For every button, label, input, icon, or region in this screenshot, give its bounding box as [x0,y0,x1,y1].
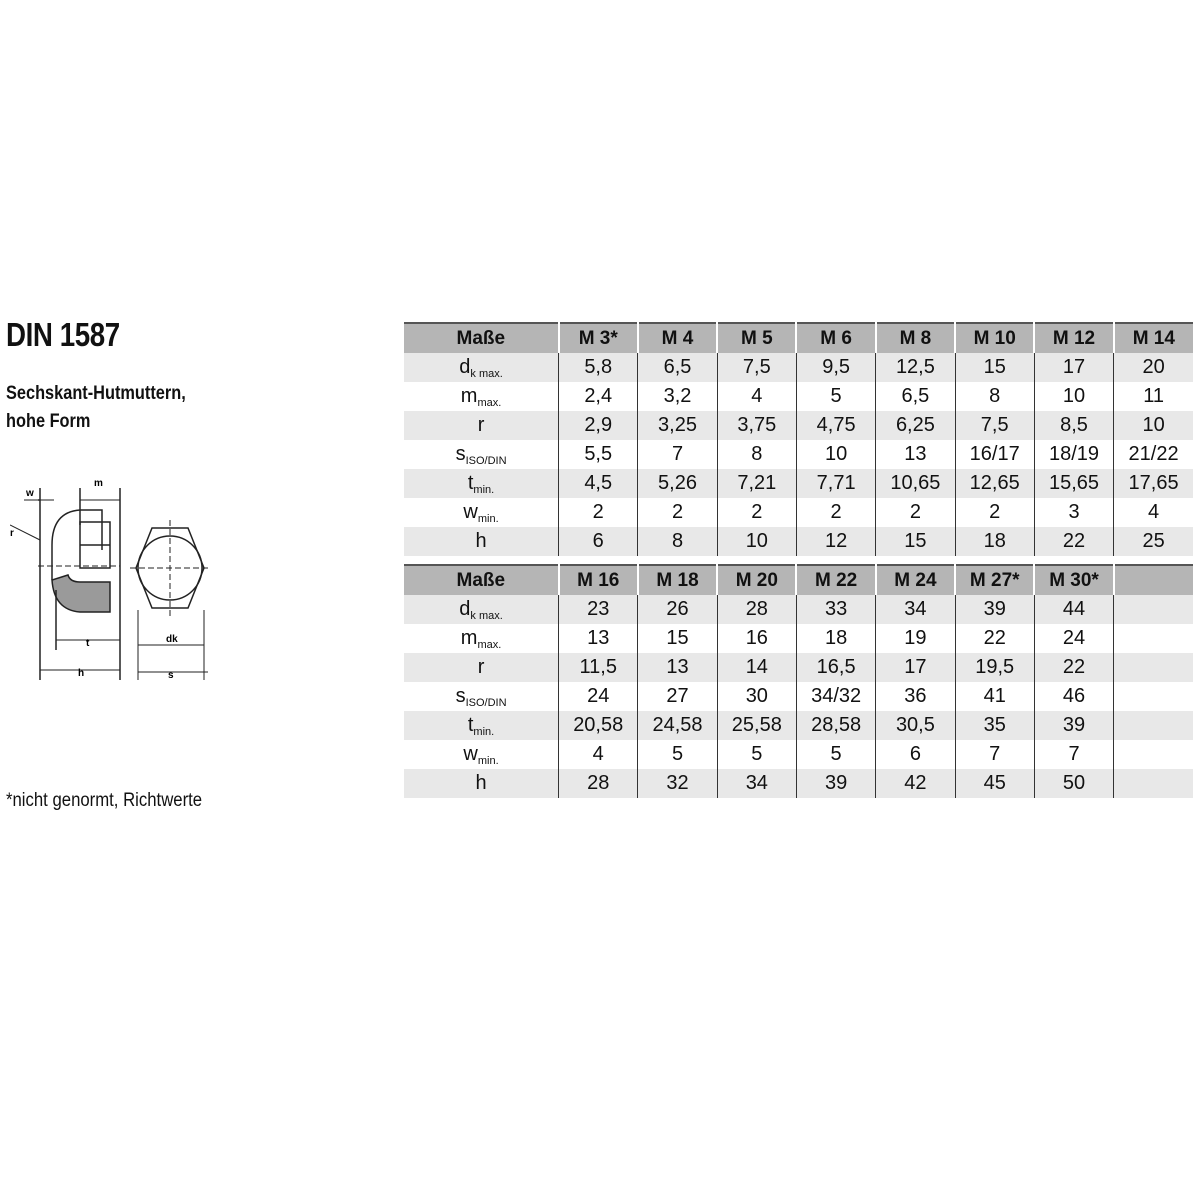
table-cell: 25,58 [717,711,796,740]
table-cell [1114,711,1193,740]
table-cell: 24,58 [638,711,717,740]
table-cell: 28 [559,769,638,798]
table-cell: 22 [1034,653,1113,682]
header-label: Maße [404,565,559,595]
side-view [10,488,120,680]
table-cell: 17,65 [1114,469,1193,498]
table-cell [1114,595,1193,624]
table-cell: 34/32 [796,682,875,711]
table-cell: 5 [717,740,796,769]
table-row [404,682,1193,711]
header-size: M 20 [717,565,796,595]
table-cell: 26 [638,595,717,624]
table-cell: 12 [796,527,875,556]
table-cell: 19 [876,624,955,653]
table-cell: 12,5 [876,353,955,382]
table-cell [1114,740,1193,769]
table-cell: 39 [955,595,1034,624]
table-cell: 17 [1034,353,1113,382]
table-cell: 34 [717,769,796,798]
table-cell: 8 [717,440,796,469]
table-cell: 15,65 [1034,469,1113,498]
table-header-row [404,323,1193,353]
header-size: M 14 [1114,323,1193,353]
table-cell: 35 [955,711,1034,740]
label-s: s [168,670,174,681]
footnote: *nicht genormt, Richtwerte [6,790,203,811]
table-cell: 3,2 [638,382,717,411]
table-cell: 34 [876,595,955,624]
table-cell: 4 [717,382,796,411]
table-cell: 16 [717,624,796,653]
table-cell: 13 [876,440,955,469]
table-cell: 4,75 [796,411,875,440]
table-cell: 5,8 [559,353,638,382]
table-cell: 24 [1034,624,1113,653]
row-subscript: k max. [470,367,503,380]
table-cell: 2,9 [559,411,638,440]
header-size: M 6 [796,323,875,353]
row-symbol: r [477,656,485,678]
table-cell: 28,58 [796,711,875,740]
label-dk: dk [166,634,178,645]
table-cell [1114,682,1193,711]
table-cell: 28 [717,595,796,624]
table-cell: 32 [638,769,717,798]
row-symbol: h [475,772,487,794]
row-subscript: ISO/DIN [465,696,507,709]
table-cell: 3,25 [638,411,717,440]
table-cell: 3,75 [717,411,796,440]
row-symbol: h [475,530,487,552]
row-symbol: m [460,626,478,649]
header-size: M 4 [638,323,717,353]
table-cell: 4 [559,740,638,769]
table-cell: 8,5 [1034,411,1113,440]
row-subscript: max. [477,396,502,409]
dimension-table-2 [404,564,1193,798]
cap-nut-technical-drawing [10,470,220,685]
table-cell: 7 [638,440,717,469]
header-size: M 24 [876,565,955,595]
table-cell: 22 [1034,527,1113,556]
header-size: M 5 [717,323,796,353]
table-cell: 46 [1034,682,1113,711]
table-cell: 8 [955,382,1034,411]
table-cell: 13 [559,624,638,653]
row-subscript: min. [477,512,499,525]
row-label [404,595,559,624]
table-cell: 42 [876,769,955,798]
row-subscript: ISO/DIN [465,454,507,467]
table-row [404,653,1193,682]
table-row [404,411,1193,440]
table-cell: 5,26 [638,469,717,498]
label-t: t [86,638,90,649]
table-cell: 33 [796,595,875,624]
header-size [1114,565,1193,595]
table-cell: 22 [955,624,1034,653]
table-cell [1114,769,1193,798]
row-symbol: m [460,384,478,407]
table-cell: 2 [796,498,875,527]
table-cell: 17 [876,653,955,682]
table-cell: 7,5 [717,353,796,382]
table-cell [1114,624,1193,653]
table-cell: 9,5 [796,353,875,382]
table-row [404,769,1193,798]
table-cell: 6,5 [876,382,955,411]
table-cell: 10,65 [876,469,955,498]
table-row [404,440,1193,469]
label-w: w [26,488,34,499]
table-cell: 7,5 [955,411,1034,440]
table-cell: 11,5 [559,653,638,682]
table-row [404,353,1193,382]
table-cell: 7,21 [717,469,796,498]
row-symbol: w [463,742,478,765]
table-cell: 15 [876,527,955,556]
table-cell: 6,25 [876,411,955,440]
table-cell: 41 [955,682,1034,711]
row-label [404,769,559,798]
table-cell: 39 [796,769,875,798]
table-cell: 2 [559,498,638,527]
table-cell [1114,653,1193,682]
table-row [404,595,1193,624]
table-cell: 11 [1114,382,1193,411]
table-cell: 30,5 [876,711,955,740]
table-cell: 3 [1034,498,1113,527]
table-cell: 23 [559,595,638,624]
table-cell: 45 [955,769,1034,798]
table-cell: 19,5 [955,653,1034,682]
row-label [404,682,559,711]
table-cell: 50 [1034,769,1113,798]
table-cell: 5,5 [559,440,638,469]
table-row [404,498,1193,527]
header-size: M 30* [1034,565,1113,595]
table-cell: 30 [717,682,796,711]
table-cell: 16/17 [955,440,1034,469]
header-size: M 10 [955,323,1034,353]
table-cell: 2,4 [559,382,638,411]
table-cell: 15 [955,353,1034,382]
table-cell: 16,5 [796,653,875,682]
table-cell: 13 [638,653,717,682]
table-cell: 21/22 [1114,440,1193,469]
table-cell: 2 [717,498,796,527]
table-cell: 2 [876,498,955,527]
table-cell: 4,5 [559,469,638,498]
table-cell: 4 [1114,498,1193,527]
label-r: r [10,528,14,539]
row-label [404,469,559,498]
row-label [404,527,559,556]
row-label [404,411,559,440]
row-symbol: d [459,355,471,378]
table-cell: 6,5 [638,353,717,382]
table-cell: 10 [717,527,796,556]
table-cell: 44 [1034,595,1113,624]
label-m: m [94,478,103,489]
table-cell: 27 [638,682,717,711]
table-cell: 20,58 [559,711,638,740]
row-subscript: min. [477,754,499,767]
row-symbol: w [463,500,478,523]
table-cell: 39 [1034,711,1113,740]
table-cell: 14 [717,653,796,682]
label-h: h [78,668,85,679]
row-symbol: s [455,684,466,707]
subtitle-line-1: Sechskant-Hutmuttern, [6,383,186,404]
row-subscript: k max. [470,609,503,622]
header-size: M 12 [1034,323,1113,353]
row-subscript: max. [477,638,502,651]
row-subscript: min. [473,725,495,738]
header-label: Maße [404,323,559,353]
table-cell: 7 [1034,740,1113,769]
page-title: DIN 1587 [6,316,120,353]
table-cell: 18/19 [1034,440,1113,469]
row-label [404,440,559,469]
header-size: M 8 [876,323,955,353]
table-cell: 7,71 [796,469,875,498]
table-cell: 2 [638,498,717,527]
header-size: M 16 [559,565,638,595]
table-cell: 10 [1034,382,1113,411]
row-symbol: t [467,471,474,494]
table-cell: 2 [955,498,1034,527]
row-symbol: t [467,713,474,736]
table-cell: 6 [559,527,638,556]
header-size: M 3* [559,323,638,353]
table-row [404,382,1193,411]
table-cell: 18 [955,527,1034,556]
table-row [404,469,1193,498]
row-label [404,711,559,740]
header-size: M 22 [796,565,875,595]
header-size: M 27* [955,565,1034,595]
table-row [404,740,1193,769]
table-cell: 25 [1114,527,1193,556]
row-label [404,353,559,382]
table-cell: 10 [796,440,875,469]
row-label [404,740,559,769]
table-header-row [404,565,1193,595]
table-cell: 5 [638,740,717,769]
table-cell: 15 [638,624,717,653]
table-cell: 24 [559,682,638,711]
header-size: M 18 [638,565,717,595]
subtitle-line-2: hohe Form [6,411,91,432]
row-label [404,382,559,411]
table-cell: 7 [955,740,1034,769]
dimension-table-1 [404,322,1193,556]
table-row [404,527,1193,556]
table-cell: 20 [1114,353,1193,382]
table-row [404,624,1193,653]
row-symbol: r [477,414,485,436]
row-symbol: s [455,442,466,465]
table-cell: 10 [1114,411,1193,440]
table-cell: 5 [796,740,875,769]
row-label [404,498,559,527]
table-cell: 36 [876,682,955,711]
row-subscript: min. [473,483,495,496]
row-symbol: d [459,597,471,620]
table-cell: 6 [876,740,955,769]
table-cell: 18 [796,624,875,653]
row-label [404,624,559,653]
table-cell: 5 [796,382,875,411]
row-label [404,653,559,682]
table-row [404,711,1193,740]
table-cell: 12,65 [955,469,1034,498]
top-view [130,520,210,680]
table-cell: 8 [638,527,717,556]
